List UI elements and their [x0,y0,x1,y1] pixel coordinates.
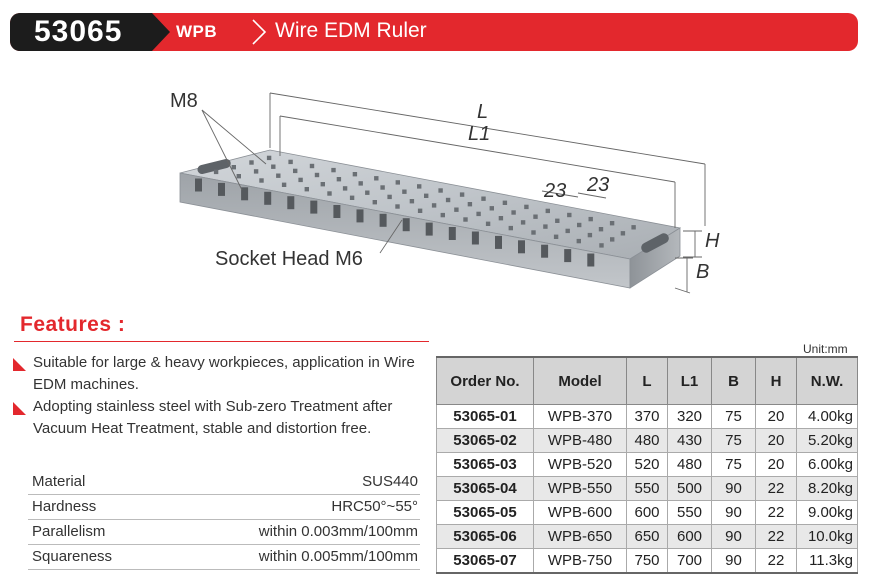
mounting-hole [432,203,436,207]
socket-head-slot [495,236,502,249]
order-number-cell: 53065-05 [437,501,534,525]
table-cell: 480 [627,429,668,453]
table-row [437,525,858,549]
label-m8: M8 [170,90,198,112]
table-cell: 22 [756,549,797,574]
column-header: B [712,357,756,405]
order-table [436,356,858,574]
mounting-hole [259,178,263,182]
mounting-hole [610,237,614,241]
socket-head-slot [587,254,594,267]
table-cell: 9.00kg [797,501,858,525]
order-number-cell: 53065-07 [437,549,534,574]
label-dim-b: B [696,261,710,283]
spec-value: HRC50°~55° [331,498,418,515]
table-cell: 11.3kg [797,549,858,574]
mounting-hole [463,217,467,221]
spec-list [28,470,420,570]
mounting-hole [424,194,428,198]
mounting-hole [610,221,614,225]
mounting-hole [555,219,559,223]
bullet-triangle-icon [13,358,26,371]
table-cell: 6.00kg [797,453,858,477]
mounting-hole [521,220,525,224]
mounting-hole [511,210,515,214]
table-cell: WPB-600 [534,501,627,525]
spec-key: Squareness [32,548,113,565]
feature-item [12,352,432,396]
column-header: L [627,357,668,405]
table-cell: 550 [668,501,712,525]
table-cell: 90 [712,501,756,525]
mounting-hole [499,216,503,220]
mounting-hole [468,202,472,206]
socket-head-slot [287,196,294,209]
table-cell: 520 [627,453,668,477]
label-dim-h: H [705,230,720,252]
mounting-hole [373,200,377,204]
column-header: L1 [668,357,712,405]
order-number-cell: 53065-03 [437,453,534,477]
mounting-hole [395,204,399,208]
table-cell: 10.0kg [797,525,858,549]
mounting-hole [276,174,280,178]
mounting-hole [310,164,314,168]
feature-item [12,396,432,440]
mounting-hole [387,195,391,199]
socket-head-slot [241,187,248,200]
mounting-hole [454,208,458,212]
mounting-hole [589,217,593,221]
socket-head-slot [357,209,364,222]
label-socket-head: Socket Head M6 [215,248,363,270]
features-list [12,352,432,440]
spec-key: Parallelism [32,523,106,540]
mounting-hole [476,212,480,216]
socket-head-slot [310,201,317,214]
mounting-hole [481,197,485,201]
mounting-hole [232,165,236,169]
order-number-cell: 53065-04 [437,477,534,501]
spec-key: Material [32,473,86,490]
socket-head-slot [403,218,410,231]
table-cell: 90 [712,525,756,549]
table-cell: 480 [668,453,712,477]
mounting-hole [365,191,369,195]
mounting-hole [298,178,302,182]
mounting-hole [417,184,421,188]
table-row [437,405,858,429]
socket-head-slot [564,249,571,262]
feature-text: Suitable for large & heavy workpieces, application in Wire EDM machines. [33,354,415,393]
model-series: WPB [176,22,218,41]
mounting-hole [305,187,309,191]
mounting-hole [588,233,592,237]
order-number-cell: 53065-06 [437,525,534,549]
socket-head-slot [380,214,387,227]
table-cell: 75 [712,453,756,477]
order-number-cell: 53065-01 [437,405,534,429]
table-cell: 22 [756,525,797,549]
column-header: N.W. [797,357,858,405]
table-cell: 22 [756,501,797,525]
mounting-hole [214,170,218,174]
mounting-hole [402,190,406,194]
table-cell: 20 [756,405,797,429]
mounting-hole [353,172,357,176]
mounting-hole [503,201,507,205]
features-divider [14,341,429,342]
mounting-hole [350,196,354,200]
mounting-hole [271,165,275,169]
table-cell: 750 [627,549,668,574]
mounting-hole [577,223,581,227]
mounting-hole [599,227,603,231]
socket-head-slot [218,183,225,196]
table-cell: WPB-650 [534,525,627,549]
column-header: Order No. [437,357,534,405]
label-pitch-a: 23 [544,180,567,202]
mounting-hole [438,188,442,192]
mounting-hole [566,229,570,233]
page-title: Wire EDM Ruler [275,19,427,42]
column-header: Model [534,357,627,405]
table-row [437,501,858,525]
table-cell: 20 [756,453,797,477]
table-cell: 5.20kg [797,429,858,453]
socket-head-slot [472,232,479,245]
spec-row [28,545,420,570]
spec-value: within 0.005mm/100mm [258,548,418,565]
mounting-hole [374,176,378,180]
socket-head-slot [518,240,525,253]
mounting-hole [531,230,535,234]
mounting-hole [533,215,537,219]
table-row [437,549,858,574]
mounting-hole [460,192,464,196]
socket-head-slot [333,205,340,218]
spec-row [28,495,420,520]
table-cell: 600 [668,525,712,549]
mounting-hole [524,205,528,209]
mounting-hole [543,224,547,228]
product-code: 53065 [34,15,123,48]
table-cell: 4.00kg [797,405,858,429]
table-cell: 500 [668,477,712,501]
spec-row [28,470,420,495]
mounting-hole [418,209,422,213]
socket-head-slot [426,223,433,236]
table-cell: 600 [627,501,668,525]
mounting-hole [380,185,384,189]
mounting-hole [410,199,414,203]
mounting-hole [567,213,571,217]
features-heading: Features : [20,313,126,336]
socket-head-slot [541,245,548,258]
mounting-hole [441,213,445,217]
mounting-hole [359,181,363,185]
table-cell: 320 [668,405,712,429]
unit-label: Unit:mm [803,342,848,356]
table-cell: WPB-550 [534,477,627,501]
spec-row [28,520,420,545]
mounting-hole [343,186,347,190]
spec-key: Hardness [32,498,97,515]
table-cell: 90 [712,549,756,574]
mounting-hole [321,182,325,186]
table-cell: WPB-750 [534,549,627,574]
mounting-hole [249,160,253,164]
mounting-hole [599,243,603,247]
mounting-hole [254,169,258,173]
table-cell: 90 [712,477,756,501]
mounting-hole [546,209,550,213]
chevron-right-icon [250,19,268,45]
bullet-triangle-icon [13,402,26,415]
header-bar [10,13,858,51]
feature-text: Adopting stainless steel with Sub-zero Treatment after Vacuum Heat Treatment, stable and distortion free. [33,398,393,437]
table-row [437,429,858,453]
mounting-hole [486,222,490,226]
mounting-hole [509,226,513,230]
ruler-drawing [170,78,730,303]
socket-head-slot [449,227,456,240]
mounting-hole [490,206,494,210]
table-cell: 650 [627,525,668,549]
column-header: H [756,357,797,405]
mounting-hole [446,198,450,202]
socket-head-slot [195,179,202,192]
table-cell: WPB-370 [534,405,627,429]
table-row [437,477,858,501]
table-cell: 430 [668,429,712,453]
order-number-cell: 53065-02 [437,429,534,453]
table-cell: 20 [756,429,797,453]
mounting-hole [331,168,335,172]
label-dim-l: L [477,101,489,123]
mounting-hole [554,235,558,239]
mounting-hole [631,225,635,229]
label-dim-l1: L1 [468,123,491,145]
mounting-hole [293,169,297,173]
spec-value: SUS440 [362,473,418,490]
socket-head-slot [264,192,271,205]
mounting-hole [621,231,625,235]
mounting-hole [282,183,286,187]
spec-value: within 0.003mm/100mm [258,523,418,540]
table-cell: 75 [712,405,756,429]
table-cell: 550 [627,477,668,501]
mounting-hole [237,174,241,178]
mounting-hole [577,239,581,243]
mounting-hole [337,177,341,181]
table-row [437,453,858,477]
mounting-hole [327,191,331,195]
mounting-hole [315,173,319,177]
table-cell: 75 [712,429,756,453]
mounting-hole [267,156,271,160]
table-cell: WPB-480 [534,429,627,453]
label-pitch-b: 23 [587,174,610,196]
mounting-hole [288,160,292,164]
table-cell: 8.20kg [797,477,858,501]
mounting-hole [396,180,400,184]
table-cell: WPB-520 [534,453,627,477]
table-cell: 700 [668,549,712,574]
table-header-row [437,357,858,405]
table-cell: 22 [756,477,797,501]
table-cell: 370 [627,405,668,429]
